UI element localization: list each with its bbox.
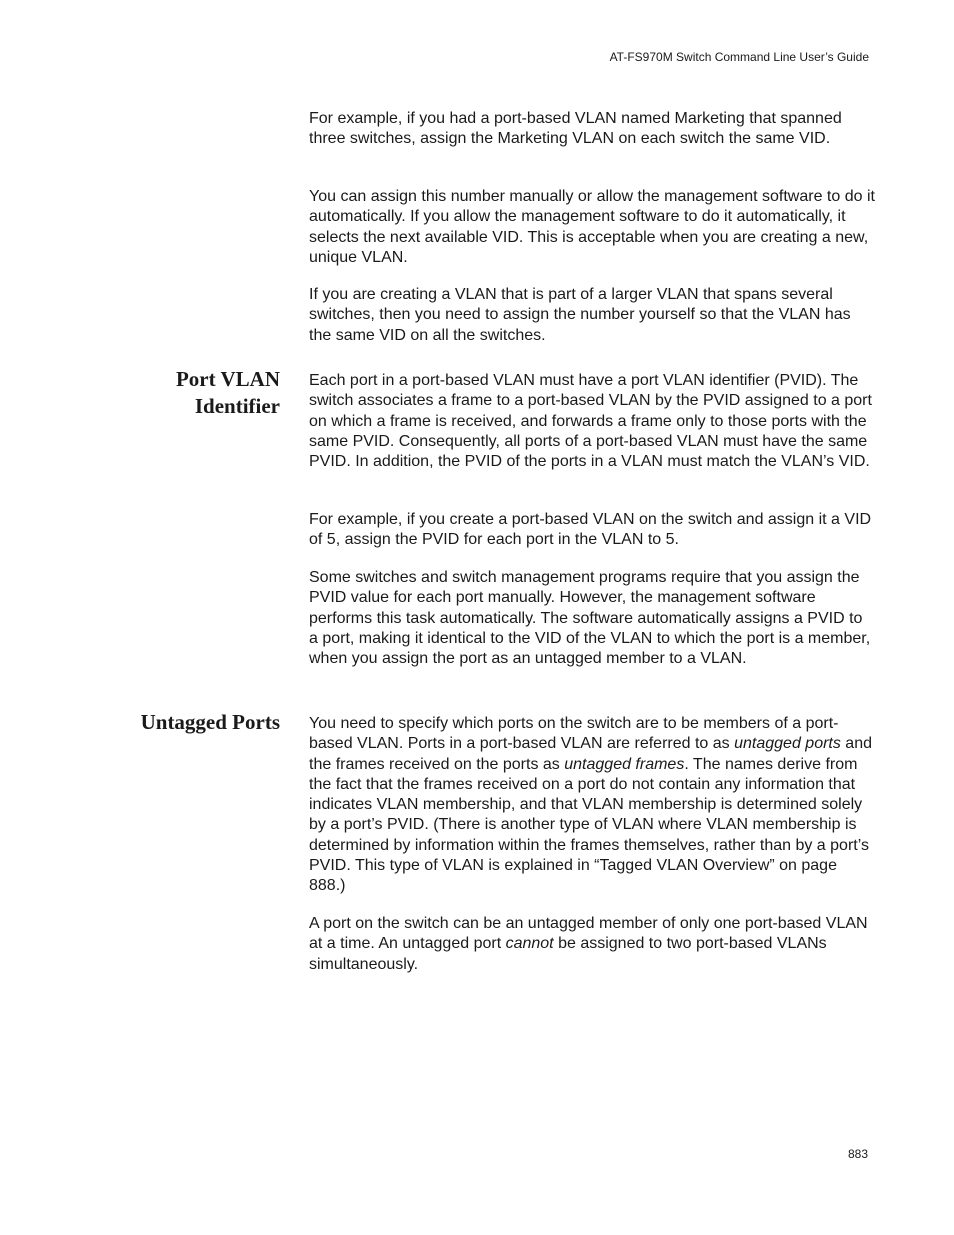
untagged-paragraph-1 [309,714,875,897]
heading-line: Identifier [194,394,280,418]
text-run: A port on the switch can be an untagged member of only one port-based VLAN at a time. An untagged port [309,915,868,953]
section-heading-port-vlan-identifier [176,366,280,420]
text-run: You need to specify which ports on the switch are to be members of a port-based VLAN. Ports in a port-based VLAN are referred to as [309,715,839,753]
pvid-paragraph-2: For example, if you create a port-based VLAN on the switch and assign it a VID of 5, assign the PVID for each port in the VLAN to 5. [309,511,872,549]
emphasis-text: cannot [505,935,554,953]
intro-paragraph-2: You can assign this number manually or allow the management software to do it automatically. If you allow the management software to do it automatically, it selects the next available VID. This is acceptable when you are creating a new, unique VLAN. [309,188,875,266]
emphasis-text: untagged frames [564,755,685,773]
pvid-paragraph-1: Each port in a port-based VLAN must have a port VLAN identifier (PVID). The switch associates a frame to a port-based VLAN by the PVID assigned to a port on which a frame is received, and forwards a frame only to those ports with the same PVID. Consequently, all ports of a port-based VLAN must have the same PVID. In addition, the PVID of the ports in a VLAN must match the VLAN’s VID. [309,372,872,471]
intro-paragraph-1: For example, if you had a port-based VLAN named Marketing that spanned three switches, assign the Marketing VLAN on each switch the same VID. [309,110,842,148]
untagged-paragraph-2 [309,914,875,975]
page-number: 883 [847,1147,868,1161]
text-run: be assigned to two port-based VLANs simultaneously. [309,935,827,973]
heading-line: Untagged Ports [140,710,280,734]
heading-line: Port VLAN [175,367,280,391]
pvid-paragraph-3: Some switches and switch management programs require that you assign the PVID value for each port manually. However, the management software performs this task automatically. The software automatically assigns a PVID to a port, making it identical to the VID of the VLAN to which the port is a member, when you assign the port as an untagged member to a VLAN. [309,569,871,668]
text-run: . The names derive from the fact that the frames received on a port do not contain any information that indicates VLAN membership, and that VLAN membership is determined solely by a port’s PVID. (There is another type of VLAN where VLAN membership is determined by information within the frames themselves, rather than by a port’s PVID. This type of VLAN is explained in “Tagged VLAN Overview” on page 888.) [309,755,869,895]
text-run: and the frames received on the ports as [309,735,872,773]
section-heading-untagged-ports [141,709,280,736]
emphasis-text: untagged ports [734,735,841,753]
running-header: AT-FS970M Switch Command Line User’s Guide [609,50,869,64]
intro-paragraph-3: If you are creating a VLAN that is part of a larger VLAN that spans several switches, then you need to assign the number yourself so that the VLAN has the same VID on all the switches. [309,286,851,344]
